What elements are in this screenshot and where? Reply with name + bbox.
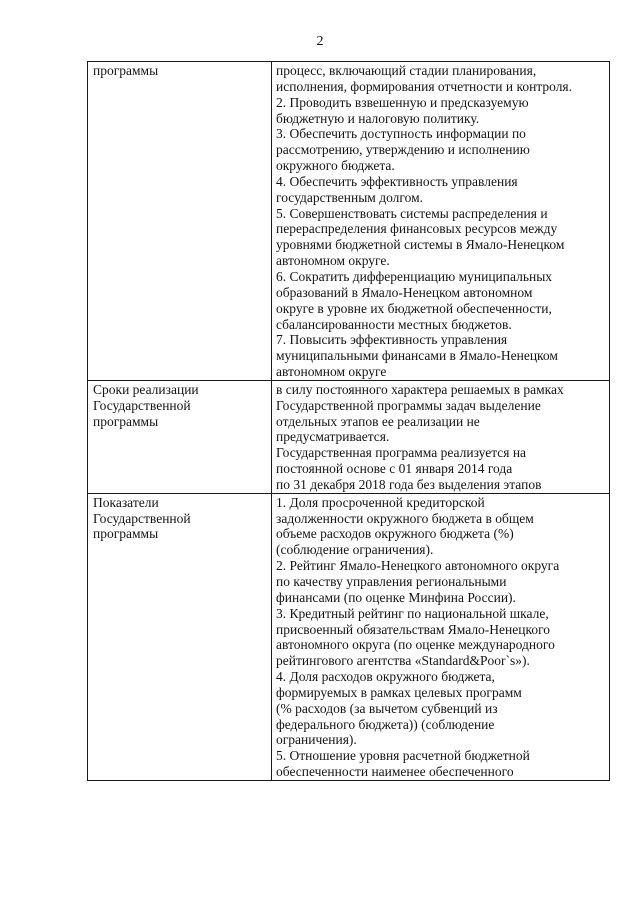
row-content-cell — [272, 493, 610, 780]
content-line: присвоенный обязательствам Ямало-Ненецкого — [276, 621, 551, 637]
row-label-line: Сроки реализации — [93, 381, 199, 397]
row-label-cell — [88, 493, 272, 780]
content-line: муниципальными финансами в Ямало-Ненецком — [276, 348, 558, 364]
table-row-timeline — [88, 380, 610, 493]
content-line: отдельных этапов ее реализации не — [276, 413, 480, 429]
content-line: Государственной программы задач выделение — [276, 397, 541, 413]
content-line: 5. Совершенствовать системы распределения и — [276, 205, 548, 221]
content-line: автономном округе. — [276, 253, 390, 269]
row-label-line: Государственной — [93, 397, 191, 413]
content-line: 3. Обеспечить доступность информации по — [276, 126, 526, 142]
content-line: 7. Повысить эффективность управления — [276, 332, 508, 348]
content-line: по качеству управления региональными — [276, 574, 507, 589]
content-line: Государственная программа реализуется на — [276, 445, 527, 461]
content-line: постоянной основе с 01 января 2014 года — [276, 461, 513, 477]
content-line: образований в Ямало-Ненецком автономном — [276, 284, 533, 300]
content-line: 4. Обеспечить эффективность управления — [276, 173, 518, 189]
content-line: ограничения). — [276, 732, 357, 748]
row-label-line: программы — [93, 526, 159, 542]
content-line: 1. Доля просроченной кредиторской — [276, 494, 485, 510]
content-line: федерального бюджета)) (соблюдение — [276, 716, 495, 732]
row-label-cell — [88, 62, 272, 381]
content-line: предусматривается. — [276, 429, 390, 445]
content-line: 2. Проводить взвешенную и предсказуемую — [276, 94, 529, 110]
content-line: (% расходов (за вычетом субвенций из — [276, 700, 498, 716]
row-label-line: программы — [93, 63, 159, 78]
row-content-cell — [272, 380, 610, 493]
row-label-line: Показатели — [93, 494, 159, 510]
content-line: процесс, включающий стадии планирования, — [276, 63, 537, 78]
content-line: окружного бюджета. — [276, 158, 395, 174]
page-number: 2 — [316, 34, 324, 49]
content-line: сбалансированности местных бюджетов. — [276, 316, 512, 332]
content-line: формируемых в рамках целевых программ — [276, 684, 522, 700]
content-line: рассмотрению, утверждению и исполнению — [276, 142, 530, 158]
row-content-cell — [272, 62, 610, 381]
content-line: 6. Сократить дифференциацию муниципальных — [276, 268, 553, 284]
content-line: уровнями бюджетной системы в Ямало-Ненецком — [276, 237, 565, 253]
program-passport-table — [87, 61, 610, 781]
row-label-line: Государственной — [93, 510, 191, 526]
content-line: финансами (по оценке Минфина России). — [276, 589, 516, 605]
content-line: по 31 декабря 2018 года без выделения этапов — [276, 476, 542, 492]
content-line: 3. Кредитный рейтинг по национальной шкале, — [276, 605, 549, 621]
content-line: 4. Доля расходов окружного бюджета, — [276, 669, 495, 685]
content-line: задолженности окружного бюджета в общем — [276, 510, 534, 526]
content-line: рейтингового агентства «Standard&Poor`s»). — [276, 653, 530, 669]
content-line: округе в уровне их бюджетной обеспеченности, — [276, 300, 552, 316]
content-line: автономном округе — [276, 364, 387, 380]
content-line: объеме расходов окружного бюджета (%) — [276, 526, 514, 542]
table-row-indicators — [88, 493, 610, 780]
table-row-goals — [88, 62, 610, 381]
row-label-cell — [88, 380, 272, 493]
content-line: исполнения, формирования отчетности и контроля. — [276, 78, 573, 94]
content-line: 2. Рейтинг Ямало-Ненецкого автономного округа — [276, 558, 560, 574]
content-line: автономного округа (по оценке международного — [276, 637, 555, 653]
content-line: обеспеченности наименее обеспеченного — [276, 764, 514, 780]
content-line: государственным долгом. — [276, 189, 424, 205]
content-line: 5. Отношение уровня расчетной бюджетной — [276, 748, 530, 764]
content-line: перераспределения финансовых ресурсов между — [276, 221, 558, 237]
row-label-line: программы — [93, 413, 159, 429]
content-line: бюджетную и налоговую политику. — [276, 110, 480, 126]
content-line: (соблюдение ограничения). — [276, 542, 434, 558]
content-line: в силу постоянного характера решаемых в рамках — [276, 381, 564, 397]
